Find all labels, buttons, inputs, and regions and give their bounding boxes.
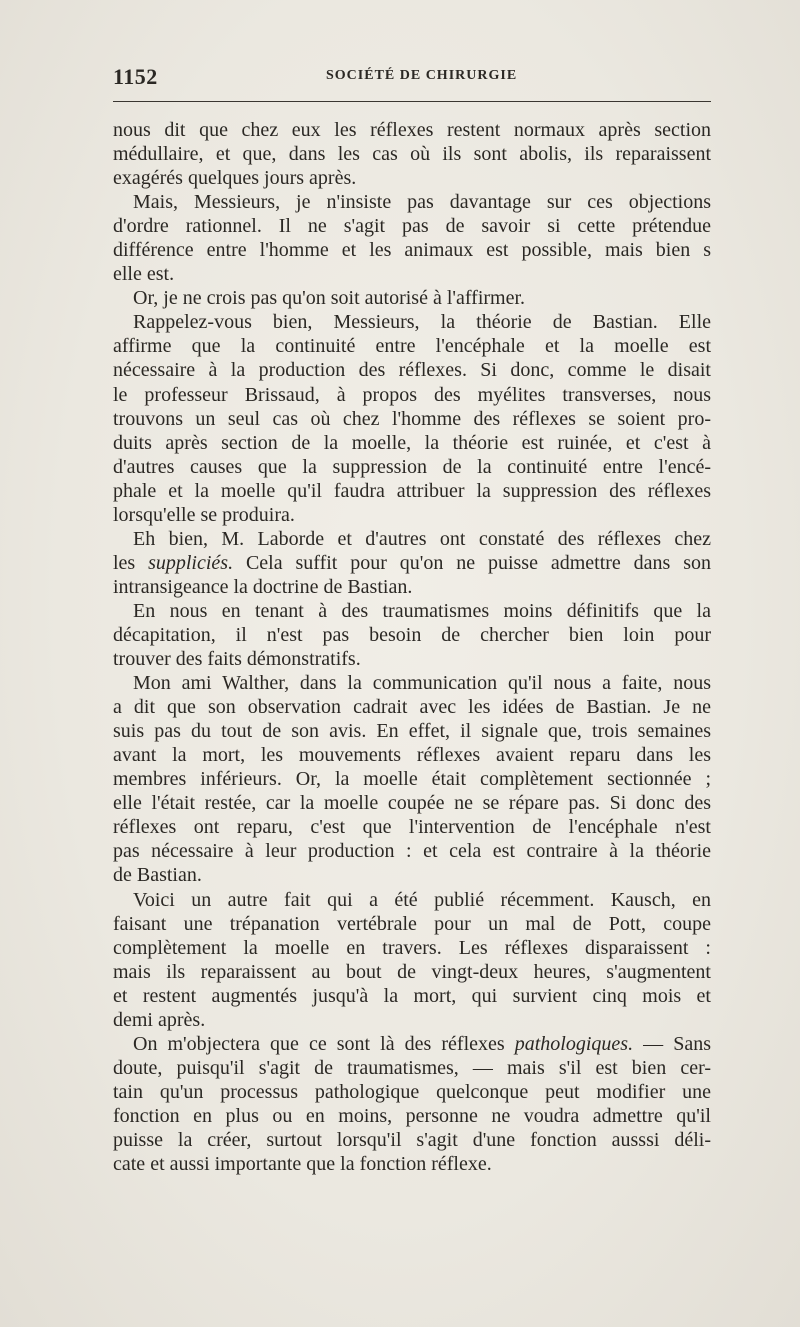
text-line: réflexes ont reparu, c'est que l'intervention de l'encéphale n'est — [113, 816, 711, 839]
text-line: médullaire, et que, dans les cas où ils sont abolis, ils reparaissent — [113, 143, 711, 166]
text-line: pas nécessaire à leur production : et cela est contraire à la théorie — [113, 840, 711, 863]
text-run: On m'objectera que ce sont là des réflexes — [133, 1032, 515, 1055]
text-line: a dit que son observation cadrait avec les idées de Bastian. Je ne — [113, 696, 711, 719]
text-line: Voici un autre fait qui a été publié récemment. Kausch, en — [133, 888, 711, 911]
text-line: En nous en tenant à des traumatismes moins définitifs que la — [133, 599, 711, 622]
text-line: fonction en plus ou en moins, personne ne voudra admettre qu'il — [113, 1104, 711, 1127]
text-line: elle est. — [113, 263, 175, 286]
running-title: SOCIÉTÉ DE CHIRURGIE — [326, 68, 518, 83]
text-line: faisant une trépanation vertébrale pour un mal de Pott, coupe — [113, 912, 711, 935]
text-line: d'ordre rationnel. Il ne s'agit pas de savoir si cette prétendue — [113, 215, 711, 238]
text-line: cate et aussi importante que la fonction réflexe. — [113, 1153, 492, 1176]
text-line: doute, puisqu'il s'agit de traumatismes, — mais s'il est bien cer- — [113, 1056, 711, 1079]
text-line: exagérés quelques jours après. — [113, 167, 357, 190]
text-line: demi après. — [113, 1008, 206, 1031]
text-line: puisse la créer, surtout lorsqu'il s'agit d'une fonction ausssi déli- — [113, 1128, 711, 1151]
text-line-pathologiques — [113, 1032, 711, 1056]
text-line: Mais, Messieurs, je n'insiste pas davantage sur ces objections — [133, 191, 711, 214]
italic-word: pathologiques. — [514, 1032, 634, 1055]
header-rule — [113, 101, 711, 102]
text-line: le professeur Brissaud, à propos des myélites transverses, nous — [113, 383, 711, 406]
text-line: avant la mort, les mouvements réflexes avaient reparu dans les — [113, 744, 711, 767]
page-header — [113, 62, 711, 92]
text-line: complètement la moelle en travers. Les réflexes disparaissent : — [113, 936, 711, 959]
text-line: différence entre l'homme et les animaux est possible, mais bien s — [113, 239, 711, 262]
text-line: trouver des faits démonstratifs. — [113, 648, 361, 671]
text-line: trouvons un seul cas où chez l'homme des réflexes se soient pro- — [113, 407, 711, 430]
body-text — [113, 118, 711, 1176]
text-line: membres inférieurs. Or, la moelle était complètement sectionnée ; — [113, 768, 711, 791]
text-line: mais ils reparaissent au bout de vingt-deux heures, s'augmentent — [113, 960, 711, 983]
text-line: décapitation, il n'est pas besoin de chercher bien loin pour — [113, 623, 711, 646]
text-line: nécessaire à la production des réflexes. Si donc, comme le disait — [113, 359, 711, 382]
text-run: — Sans — [633, 1032, 711, 1055]
text-line: Eh bien, M. Laborde et d'autres ont constaté des réflexes chez — [133, 527, 711, 550]
italic-word: suppliciés. — [148, 551, 234, 574]
text-line: Rappelez-vous bien, Messieurs, la théorie de Bastian. Elle — [133, 311, 711, 334]
text-line: phale et la moelle qu'il faudra attribuer la suppression des réflexes — [113, 479, 711, 502]
text-line: nous dit que chez eux les réflexes restent normaux après section — [113, 119, 711, 141]
text-line: de Bastian. — [113, 864, 202, 887]
text-line: Mon ami Walther, dans la communication qu'il nous a faite, nous — [133, 672, 711, 695]
text-line: tain qu'un processus pathologique quelconque peut modifier une — [113, 1080, 711, 1103]
text-line-supplicies — [113, 551, 711, 575]
text-line: intransigeance la doctrine de Bastian. — [113, 575, 413, 598]
page-number: 1152 — [113, 64, 158, 89]
text-run: Cela suffit pour qu'on ne puisse admettre dans son — [233, 551, 711, 574]
text-run: les — [113, 551, 149, 574]
text-line: Or, je ne crois pas qu'on soit autorisé à l'affirmer. — [133, 287, 526, 310]
text-line: affirme que la continuité entre l'encéphale et la moelle est — [113, 335, 711, 358]
text-line: suis pas du tout de son avis. En effet, il signale que, trois semaines — [113, 720, 711, 743]
text-line: lorsqu'elle se produira. — [113, 503, 295, 526]
text-line: duits après section de la moelle, la théorie est ruinée, et c'est à — [113, 431, 711, 454]
text-line: et restent augmentés jusqu'à la mort, qui survient cinq mois et — [113, 984, 711, 1007]
text-line: elle l'était restée, car la moelle coupée ne se répare pas. Si donc des — [113, 792, 711, 815]
text-line: d'autres causes que la suppression de la continuité entre l'encé- — [113, 455, 711, 478]
